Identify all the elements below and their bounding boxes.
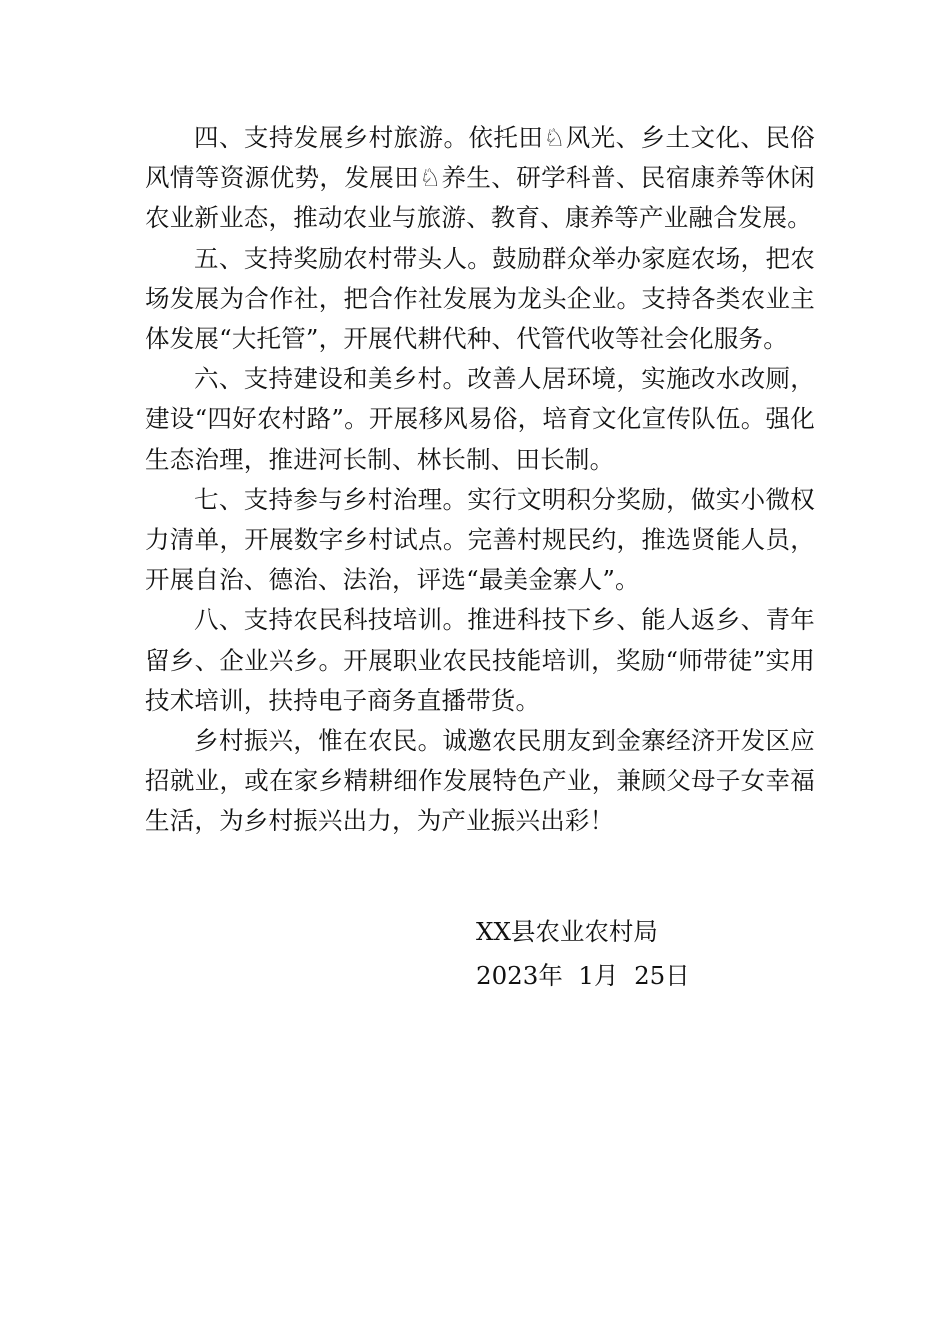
paragraph-beautiful-village: 六、支持建设和美乡村。改善人居环境，实施改水改厕，建设“四好农村路”。开展移风易俗，培育文化宣传队伍。强化生态治理，推进河长制、林长制、田长制。 (145, 364, 815, 474)
paragraph-rural-leaders: 五、支持奖励农村带头人。鼓励群众举办家庭农场，把农场发展为合作社，把合作社发展为龙头企业。支持各类农业主体发展“大托管”，开展代耕代种、代管代收等社会化服务。 (145, 243, 815, 354)
paragraph-tech-training: 八、支持农民科技培训。推进科技下乡、能人返乡、青年留乡、企业兴乡。开展职业农民技能培训，奖励“师带徒”实用技术培训，扶持电子商务直播带货。 (145, 605, 815, 715)
paragraph-rural-governance: 七、支持参与乡村治理。实行文明积分奖励，做实小微权力清单，开展数字乡村试点。完善村规民约，推选贤能人员，开展自治、德治、法治，评选“最美金寨人”。 (145, 484, 815, 595)
paragraph-rural-tourism: 四、支持发展乡村旅游。依托田♘风光、乡土文化、民俗风情等资源优势，发展田♘养生、研学科普、民宿康养等休闲农业新业态，推动农业与旅游、教育、康养等产业融合发展。 (145, 123, 815, 233)
document-body (145, 118, 815, 842)
issue-date: 2023年 1月 25日 (476, 961, 690, 990)
paragraph-closing: 乡村振兴，惟在农民。诚邀农民朋友到金寨经济开发区应招就业，或在家乡精耕细作发展特色产业，兼顾父母子女幸福生活，为乡村振兴出力，为产业振兴出彩！ (145, 726, 815, 836)
signature-block (476, 910, 776, 998)
issuer-name: XX县农业农村局 (476, 917, 658, 946)
